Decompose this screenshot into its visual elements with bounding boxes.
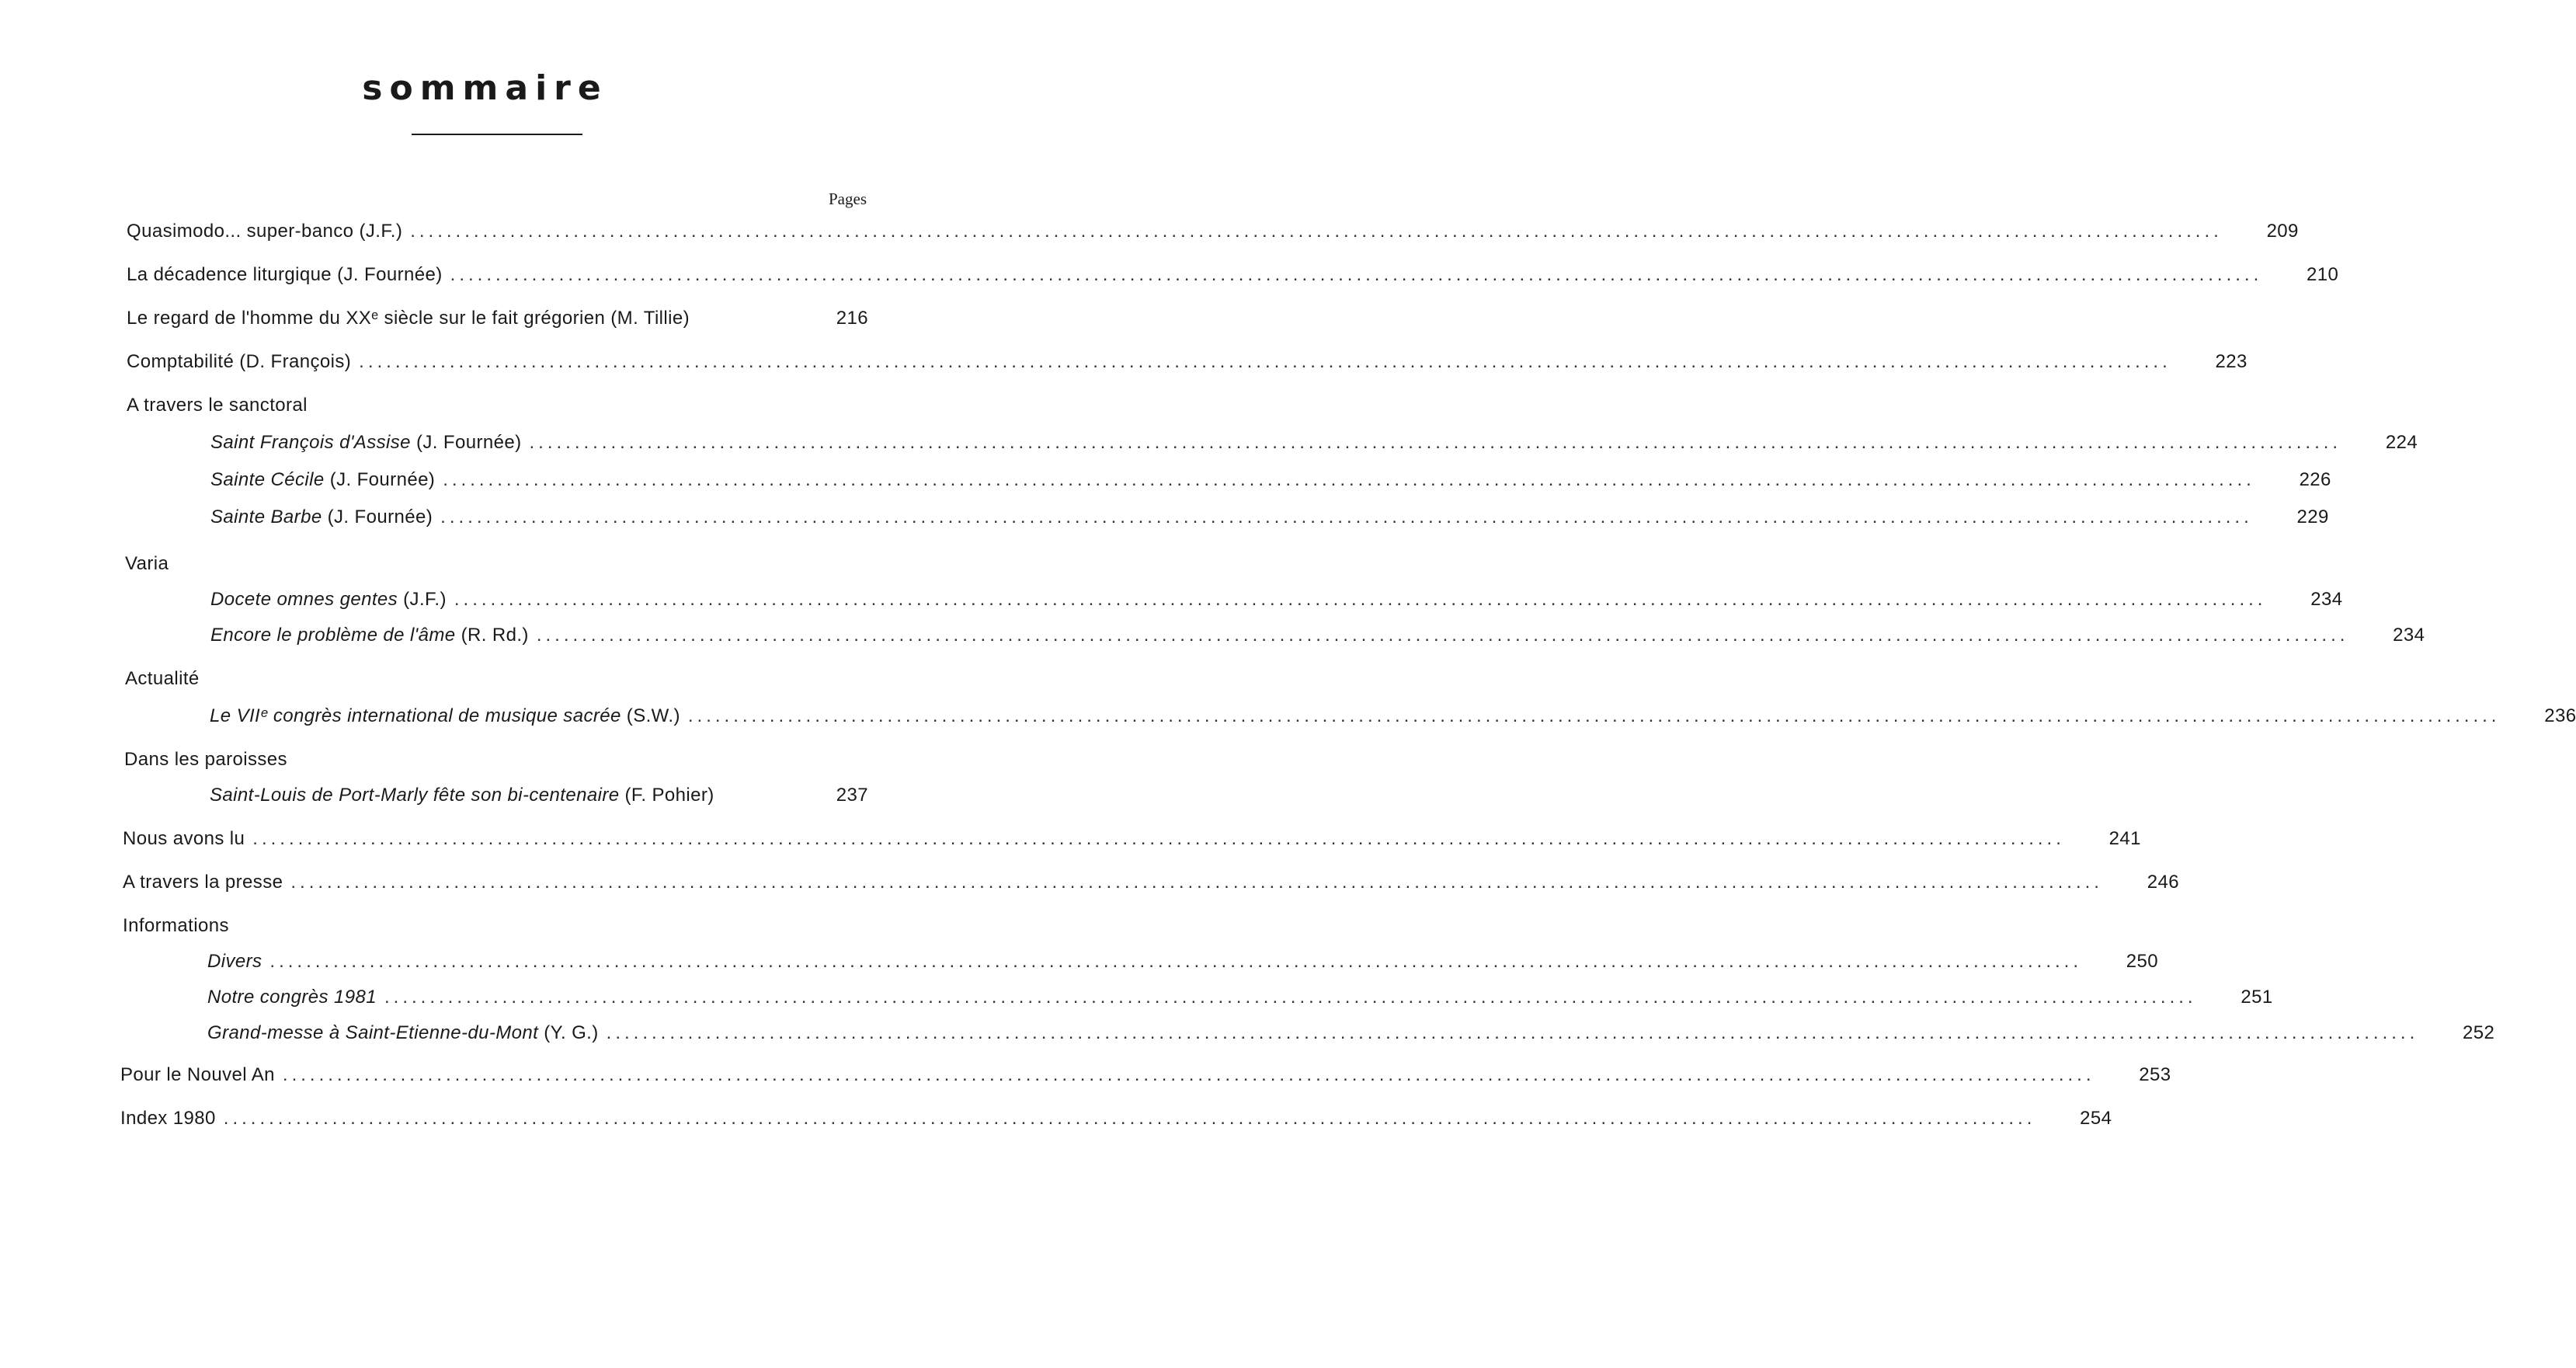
dot-leader: ........................................................................................................................................................................................................ xyxy=(252,828,2065,849)
toc-entry-title: Index 1980 xyxy=(120,1108,216,1129)
toc-entry xyxy=(0,589,2343,615)
dot-leader: ........................................................................................................................................................................................................ xyxy=(440,506,2253,527)
toc-entry xyxy=(0,308,970,334)
toc-entry-page-number: 254 xyxy=(2080,1108,2112,1129)
toc-entry-author: (D. François) xyxy=(234,351,352,372)
toc-entry-page-number: 241 xyxy=(2108,828,2141,849)
toc-entry xyxy=(0,1108,2112,1134)
dot-leader: ........................................................................................................................................................................................................ xyxy=(536,625,2349,646)
toc-entry xyxy=(0,221,2299,247)
toc-entry-title: Saint François d'Assise xyxy=(210,432,411,453)
toc-entry-label xyxy=(207,1022,599,1044)
toc-entry-label xyxy=(123,872,283,893)
toc-entry-label xyxy=(123,828,245,850)
toc-entry-title: Informations xyxy=(123,915,229,936)
toc-entry-author: (R. Rd.) xyxy=(455,625,529,646)
toc-entry-label xyxy=(207,951,262,973)
toc-entry-title: Comptabilité xyxy=(127,351,235,372)
dot-leader: ........................................................................................................................................................................................................ xyxy=(269,951,2082,972)
toc-entry-title: Dans les paroisses xyxy=(124,749,287,770)
dot-leader: ........................................................................................................................................................................................................ xyxy=(687,705,2501,726)
toc-entry-title: Le VIIᵉ congrès international de musique sacrée xyxy=(210,705,621,726)
toc-entry-label xyxy=(127,395,308,416)
toc-entry-author: (J. Fournée) xyxy=(332,264,443,285)
toc-entry xyxy=(0,625,2425,651)
toc-entry-author: (J. Fournée) xyxy=(322,506,433,527)
toc-entry-author: (S.W.) xyxy=(621,705,680,726)
dot-leader: ........................................................................................................................................................................................................ xyxy=(450,264,2263,285)
toc-entry-page-number: 216 xyxy=(836,308,868,329)
toc-entry-label xyxy=(125,668,200,690)
toc-entry-label xyxy=(210,625,529,646)
toc-entry-page-number: 252 xyxy=(2463,1022,2495,1043)
page-title: sommaire xyxy=(362,68,608,108)
dot-leader: ........................................................................................................................................................................................................ xyxy=(359,351,2171,372)
toc-entry-label xyxy=(127,264,443,286)
toc-entry-page-number: 224 xyxy=(2385,432,2418,453)
toc-entry xyxy=(0,951,2158,977)
toc-entry-title: A travers le sanctoral xyxy=(127,395,308,416)
dot-leader: ........................................................................................................................................................................................................ xyxy=(454,589,2267,610)
toc-entry-page-number: 229 xyxy=(2296,506,2329,527)
dot-leader: ........................................................................................................................................................................................................ xyxy=(443,469,2255,490)
toc-entry-page-number: 234 xyxy=(2310,589,2343,610)
toc-entry-title: Le regard de l'homme du XXᵉ siècle sur le fait grégorien xyxy=(127,308,606,329)
toc-entry-page-number: 253 xyxy=(2139,1064,2171,1085)
toc-entry-author: (M. Tillie) xyxy=(605,308,690,329)
toc-entry-title: A travers la presse xyxy=(123,872,283,893)
toc-entry-author: (Y. G.) xyxy=(538,1022,599,1043)
toc-entry xyxy=(0,987,2273,1013)
toc-entry xyxy=(0,432,2418,458)
toc-entry xyxy=(0,705,2576,732)
toc-entry-title: Docete omnes gentes xyxy=(210,589,398,610)
toc-entry-title: Sainte Cécile xyxy=(210,469,325,490)
dot-leader: ........................................................................................................................................................................................................ xyxy=(290,872,2103,893)
toc-entry-page-number: 237 xyxy=(836,785,868,806)
toc-entry-author: (J.F.) xyxy=(353,221,403,242)
toc-entry-title: Notre congrès 1981 xyxy=(207,987,377,1008)
toc-entry-page-number: 223 xyxy=(2215,351,2247,372)
dot-leader: ........................................................................................................................................................................................................ xyxy=(384,987,2197,1008)
toc-entry xyxy=(0,1064,2171,1091)
toc-entry-author: (F. Pohier) xyxy=(619,785,714,806)
toc-entry-title: La décadence liturgique xyxy=(127,264,332,285)
dot-leader: ........................................................................................................................................................................................................ xyxy=(282,1064,2095,1085)
toc-entry xyxy=(0,668,970,694)
toc-entry xyxy=(0,506,2329,533)
toc-entry-label xyxy=(120,1064,275,1086)
toc-entry-label xyxy=(210,506,433,528)
toc-entry-label xyxy=(127,221,402,242)
toc-entry-label xyxy=(123,915,229,937)
toc-entry-label xyxy=(125,553,169,575)
toc-entry-title: Sainte Barbe xyxy=(210,506,322,527)
toc-entry-label xyxy=(120,1108,216,1130)
toc-entry-page-number: 226 xyxy=(2299,469,2331,490)
toc-entry xyxy=(0,828,2141,855)
toc-entry-page-number: 246 xyxy=(2147,872,2179,893)
toc-entry-author: (J. Fournée) xyxy=(324,469,436,490)
dot-leader: ........................................................................................................................................................................................................ xyxy=(410,221,2223,242)
toc-entry-page-number: 210 xyxy=(2307,264,2339,285)
toc-entry xyxy=(0,915,970,942)
dot-leader: ........................................................................................................................................................................................................ xyxy=(606,1022,2419,1043)
toc-entry xyxy=(0,351,2247,378)
pages-column-header: Pages xyxy=(829,190,867,208)
toc-entry-author: (J. Fournée) xyxy=(410,432,522,453)
toc-entry-title: Actualité xyxy=(125,668,200,689)
toc-entry-page-number: 251 xyxy=(2241,987,2273,1008)
toc-entry-page-number: 209 xyxy=(2266,221,2299,242)
toc-entry-label xyxy=(124,749,287,771)
toc-entry xyxy=(0,749,970,775)
toc-entry-label xyxy=(210,785,714,806)
toc-entry-title: Pour le Nouvel An xyxy=(120,1064,275,1085)
toc-entry-label xyxy=(210,589,447,611)
toc-entry-label xyxy=(210,705,680,727)
toc-entry-title: Grand-messe à Saint-Etienne-du-Mont xyxy=(207,1022,539,1043)
toc-entry-title: Divers xyxy=(207,951,262,972)
toc-entry xyxy=(0,1022,2495,1049)
toc-entry-title: Nous avons lu xyxy=(123,828,245,849)
toc-entry xyxy=(0,872,2179,898)
toc-entry-title: Varia xyxy=(125,553,169,574)
toc-entry-page-number: 234 xyxy=(2393,625,2425,646)
toc-entry-label xyxy=(210,432,521,454)
toc-entry-title: Saint-Louis de Port-Marly fête son bi-centenaire xyxy=(210,785,620,806)
toc-entry-title: Encore le problème de l'âme xyxy=(210,625,456,646)
toc-entry xyxy=(0,469,2331,496)
toc-entry-label xyxy=(207,987,377,1008)
toc-entry xyxy=(0,395,970,421)
dot-leader: ........................................................................................................................................................................................................ xyxy=(223,1108,2036,1129)
dot-leader: ........................................................................................................................................................................................................ xyxy=(529,432,2342,453)
toc-entry-title: Quasimodo... super-banco xyxy=(127,221,354,242)
toc-entry xyxy=(0,264,2339,291)
toc-entry xyxy=(0,553,970,580)
toc-entry-page-number: 236 xyxy=(2544,705,2576,726)
toc-entry-label xyxy=(210,469,435,491)
toc-entry-label xyxy=(127,308,690,329)
toc-entry-author: (J.F.) xyxy=(398,589,447,610)
toc-entry xyxy=(0,785,970,811)
toc-entry-page-number: 250 xyxy=(2126,951,2158,972)
toc-entry-label xyxy=(127,351,351,373)
